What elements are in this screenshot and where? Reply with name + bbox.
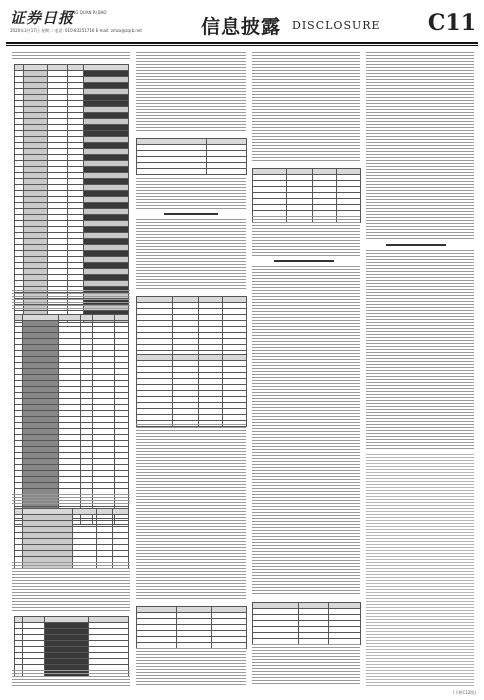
issue-date-line: 2020年3月17日 星期二 电话: 010-83251716 E-mail: zmzx@zqrb.net: [10, 28, 142, 33]
text-block: [252, 216, 360, 256]
data-table: [252, 602, 361, 645]
newspaper-logo-subtitle: ZHENG QUAN RI BAO: [64, 10, 107, 15]
section-heading: [386, 244, 446, 246]
text-block: [12, 494, 130, 504]
text-block: [12, 52, 130, 60]
page-code: C11: [427, 10, 476, 36]
data-table: [136, 138, 247, 175]
column-3: [252, 52, 360, 686]
newspaper-logo: 证券日报: [10, 9, 75, 27]
text-block: [12, 562, 130, 612]
text-block: [366, 250, 474, 450]
text-block: [136, 52, 246, 132]
text-block: [252, 644, 360, 686]
data-table: [252, 168, 361, 223]
masthead-rule-thin: [6, 45, 478, 46]
text-block: [366, 454, 474, 686]
text-block: [12, 670, 130, 686]
text-block: [12, 290, 130, 310]
masthead: [6, 6, 478, 42]
text-block: [252, 266, 360, 596]
data-table: [136, 606, 247, 649]
data-table: [14, 616, 129, 677]
continued-note: (下转C12版): [452, 690, 476, 695]
data-table: [14, 64, 129, 323]
column-4: [366, 52, 474, 686]
text-block: [252, 52, 360, 162]
text-block: [136, 178, 246, 210]
data-table: [14, 508, 129, 569]
text-block: [136, 219, 246, 291]
section-title-english: DISCLOSURE: [292, 19, 381, 32]
column-1: [12, 52, 130, 686]
section-heading: [274, 260, 334, 262]
text-block: [366, 52, 474, 240]
data-table: [136, 296, 247, 357]
text-block: [136, 648, 246, 686]
text-block: [136, 424, 246, 600]
masthead-rule: [6, 42, 478, 44]
data-table: [136, 354, 247, 427]
section-heading: [164, 213, 218, 215]
section-title: 信息披露: [201, 16, 282, 38]
column-2: [136, 52, 246, 686]
